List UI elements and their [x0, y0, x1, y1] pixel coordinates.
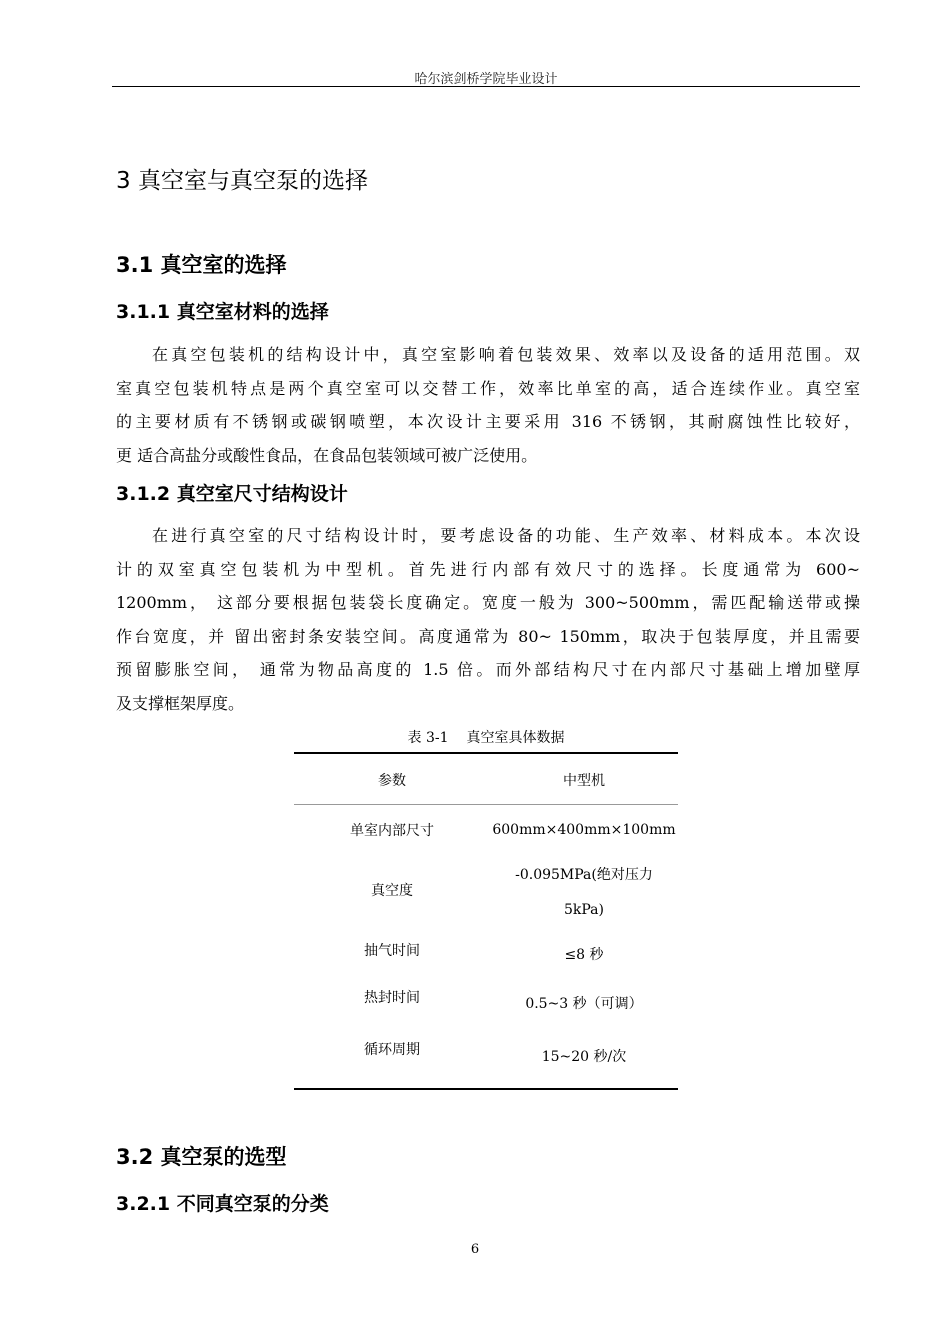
table-caption-number: 表 3-1	[407, 730, 449, 746]
paragraph-line: 更 适合高盐分或酸性食品，在食品包装领域可被广泛使用。	[116, 445, 538, 465]
table-header-param: 参数	[378, 773, 406, 789]
table-caption	[294, 727, 678, 747]
header-divider	[112, 86, 860, 87]
table-caption-title: 真空室具体数据	[466, 730, 565, 746]
table-cell-value: 0.5~3 秒（可调）	[525, 996, 643, 1012]
paragraph-line: 在进行真空室的尺寸结构设计时，要考虑设备的功能、生产效率、材料成本。本次设	[152, 526, 860, 545]
paragraph-line: 1200mm， 这部分要根据包装袋长度确定。宽度一般为 300~500mm，需匹配输送带或操	[116, 593, 860, 612]
page-number: 6	[470, 1242, 480, 1257]
section-3-2-1-title: 3.2.1 不同真空泵的分类	[116, 1193, 329, 1215]
section-3-1-1-title: 3.1.1 真空室材料的选择	[116, 301, 329, 323]
table-cell-value: 15~20 秒/次	[541, 1049, 627, 1065]
paragraph-line: 的主要材质有不锈钢或碳钢喷塑，本次设计主要采用 316 不锈钢，其耐腐蚀性比较好，	[116, 412, 860, 431]
paragraph-line: 在真空包装机的结构设计中，真空室影响着包装效果、效率以及设备的适用范围。双	[152, 345, 860, 364]
table-cell-param: 抽气时间	[364, 943, 420, 959]
paragraph-line: 及支撑框架厚度。	[116, 693, 245, 713]
section-3-1-2-title: 3.1.2 真空室尺寸结构设计	[116, 483, 348, 505]
paragraph-line: 预留膨胀空间， 通常为物品高度的 1.5 倍。而外部结构尺寸在内部尺寸基础上增加壁厚	[116, 660, 860, 679]
paragraph-material-selection	[116, 338, 860, 472]
section-3-1-title: 3.1 真空室的选择	[116, 253, 287, 277]
table-header-rule	[294, 804, 678, 805]
paragraph-size-design	[116, 519, 860, 720]
chapter-title: 3 真空室与真空泵的选择	[116, 168, 368, 194]
table-bottom-rule	[294, 1088, 678, 1090]
paragraph-line: 作台宽度，并 留出密封条安装空间。高度通常为 80~ 150mm，取决于包装厚度，并且需要	[116, 626, 860, 646]
table-cell-param: 热封时间	[364, 990, 420, 1006]
paragraph-line: 计的双室真空包装机为中型机。首先进行内部有效尺寸的选择。长度通常为 600~	[116, 559, 860, 579]
paragraph-line: 室真空包装机特点是两个真空室可以交替工作，效率比单室的高，适合连续作业。真空室	[116, 378, 860, 398]
table-top-rule	[294, 752, 678, 754]
page-header-title: 哈尔滨剑桥学院毕业设计	[414, 72, 558, 87]
table-cell-value: 600mm×400mm×100mm	[492, 822, 676, 838]
table-cell-value: 5kPa)	[564, 902, 604, 918]
table-cell-param: 单室内部尺寸	[350, 823, 434, 839]
table-cell-value: -0.095MPa(绝对压力	[515, 867, 653, 883]
table-cell-param: 循环周期	[364, 1042, 420, 1058]
table-cell-value: ≤8 秒	[564, 947, 604, 963]
table-cell-param: 真空度	[371, 883, 413, 899]
table-header-model: 中型机	[563, 773, 605, 789]
section-3-2-title: 3.2 真空泵的选型	[116, 1145, 287, 1169]
